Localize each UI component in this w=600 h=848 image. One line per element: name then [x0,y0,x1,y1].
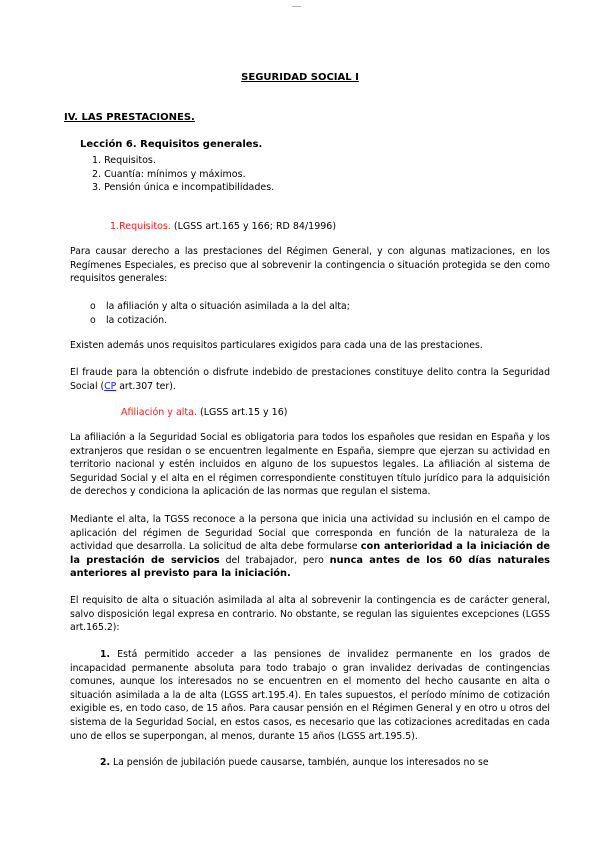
requisitos-list [90,300,350,328]
outline-item: 3. Pensión única e incompatibilidades. [92,182,275,193]
header-mark: ___ [292,0,301,7]
outline-item: 1. Requisitos. [92,155,156,166]
excepcion-text: La pensión de jubilación puede causarse, también, aunque los interesados no se [110,757,489,768]
cp-link[interactable]: CP [104,380,117,392]
list-item-text: la afiliación y alta o situación asimilada a la del alta; [106,301,350,312]
list-item-text: la cotización. [106,315,168,326]
bullet-marker: o [90,315,96,326]
excepcion-number: 2. [100,757,111,768]
requisitos-heading-label: 1.Requisitos. [110,221,171,232]
requisitos-heading [110,221,336,232]
document-title: SEGURIDAD SOCIAL I [241,72,359,83]
excepcion-number: 1. [100,649,111,660]
afiliacion-heading [121,407,287,418]
paragraph-alta [70,513,550,581]
paragraph-excepcion-1 [70,648,550,743]
bullet-marker: o [90,301,96,312]
fraude-text-end: art.307 ter). [116,380,176,392]
paragraph-excepciones: El requisito de alta o situación asimilada al alta al sobrevenir la contingencia es de carácter general, salvo disposición legal expresa en contrario. No obstante, se regulan las siguientes excepciones (LGSS art.165.2): [70,595,550,634]
alta-bold-2: nunca antes de los 60 días naturales anteriores al previsto para la iniciación. [70,554,550,580]
alta-text-a: Mediante el alta, la TGSS reconoce a la persona que inicia una actividad su inclusión en el campo de aplicación del régimen de Seguridad Social que corresponda en función de la naturaleza de la actividad que desarrolla. La solicitud de alta debe formularse [70,514,550,553]
lesson-outline [92,154,274,195]
alta-bold-1: con anterioridad a la iniciación de la prestación de servicios [70,541,550,566]
lesson-title: Lección 6. Requisitos generales. [80,139,263,150]
afiliacion-heading-ref: (LGSS art.15 y 16) [196,407,288,418]
afiliacion-heading-label: Afiliación y alta. [121,407,197,418]
fraude-text-start: El fraude para la obtención o disfrute indebido de prestaciones constituye delito contra la Seguridad Social ( [70,367,550,392]
section-title: IV. LAS PRESTACIONES. [64,112,195,123]
paragraph-requisitos-intro: Para causar derecho a las prestaciones del Régimen General, y con algunas matizaciones, en los Regímenes Especiales, es preciso que al sobrevenir la contingencia o situación protegida se den como requisitos generales: [70,246,550,285]
outline-item: 2. Cuantía: mínimos y máximos. [92,168,246,180]
paragraph-afiliacion: La afiliación a la Seguridad Social es obligatoria para todos los españoles que residan en España y los extranjeros que residan o se encuentren legalmente en España, siempre que ejerzan su actividad en territorio nacional y estén incluidos en alguno de los supuestos legales. La afiliación al sistema de Seguridad Social y el alta en el régimen correspondiente constituyen título jurídico para la adquisición de derechos y condiciona la aplicación de las normas que regulan el sistema. [70,432,550,498]
alta-text-c: del trabajador, pero [219,554,330,566]
paragraph-excepcion-2 [70,756,550,770]
list-item [90,314,350,328]
paragraph-requisitos-particulares: Existen además unos requisitos particulares exigidos para cada una de las prestaciones. [70,340,483,351]
requisitos-heading-ref: (LGSS art.165 y 166; RD 84/1996) [170,221,337,232]
list-item [90,300,350,314]
paragraph-fraude [70,366,550,393]
excepcion-text: Está permitido acceder a las pensiones de invalidez permanente en los grados de incapacidad permanente absoluta para todo trabajo o gran invalidez derivadas de contingencias comunes, aunque los interesados no se encuentren en el momento del hecho causante en alta o situación asimilada a la de alta (LGSS art.195.4). En tales supuestos, el período mínimo de cotización exigible es, en todo caso, de 15 años. Para causar pensión en el Régimen General y en otro u otros del sistema de la Seguridad Social, en estos casos, es necesario que las cotizaciones acreditadas en cada uno de ellos se superpongan, al menos, durante 15 años (LGSS art.195.5). [70,649,550,742]
